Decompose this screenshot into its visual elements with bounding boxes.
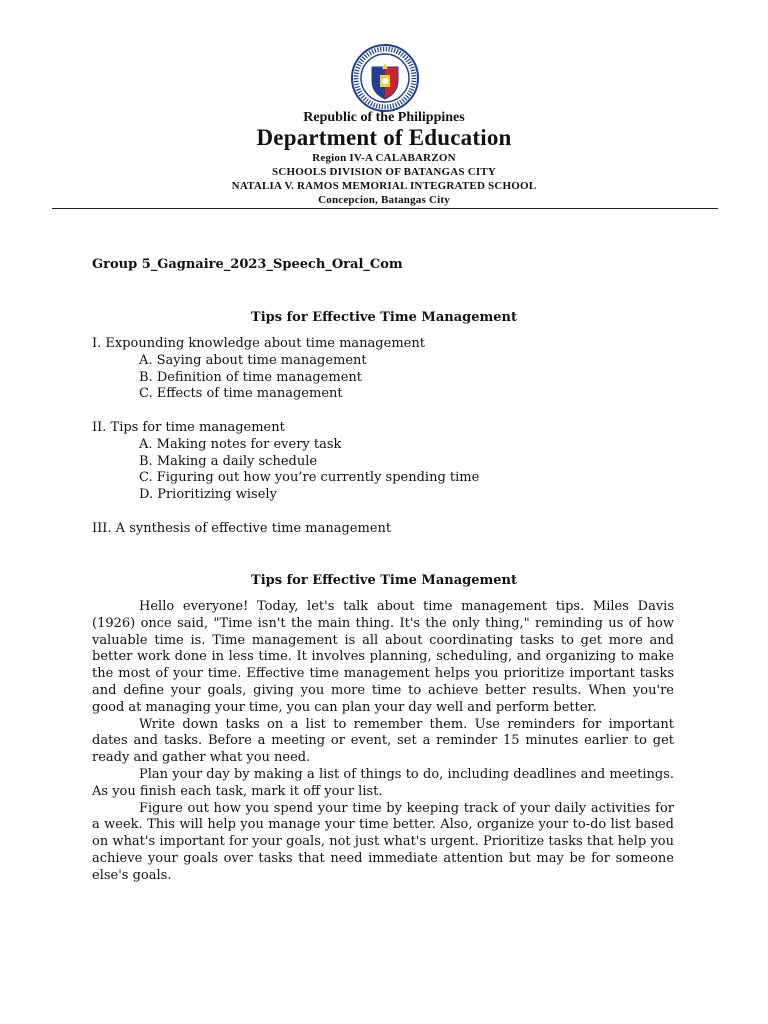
outline-item: A. Making notes for every task	[139, 436, 342, 452]
essay-paragraph: Hello everyone! Today, let's talk about time management tips. Miles Davis (1926) once said, "Time isn't the main thing. It's the only thing," reminding us of how valuable time is. Time management is all about coordinating tasks to get more and better work done in less time. It involves planning, scheduling, and organizing to make the most of your time. Effective time management helps you prioritize important tasks and define your goals, giving you more time to achieve better results. When you're good at managing your time, you can plan your day well and perform better.	[92, 599, 674, 715]
essay-body	[92, 599, 674, 885]
outline-title: Tips for Effective Time Management	[251, 310, 517, 325]
letterhead-division: SCHOOLS DIVISION OF BATANGAS CITY	[272, 166, 496, 178]
outline-section: III. A synthesis of effective time management	[92, 520, 392, 536]
outline-section: I. Expounding knowledge about time management	[92, 336, 425, 351]
letterhead-school: NATALIA V. RAMOS MEMORIAL INTEGRATED SCHOOL	[231, 180, 537, 192]
outline-item: C. Effects of time management	[139, 386, 343, 402]
letterhead-divider	[52, 208, 718, 209]
essay-paragraph: Write down tasks on a list to remember them. Use reminders for important dates and tasks. Before a meeting or event, set a reminder 15 minutes earlier to get ready and gather what you need.	[92, 716, 674, 766]
outline-item: B. Definition of time management	[139, 369, 362, 385]
essay-paragraph: Figure out how you spend your time by keeping track of your daily activities for a week. This will help you manage your time better. Also, organize your to-do list based on what's important for your goals, not just what's urgent. Prioritize tasks that help you achieve your goals over tasks that need immediate attention but may be for someone else's goals.	[92, 800, 674, 883]
letterhead-department: Department of Education	[256, 125, 512, 150]
outline-section: II. Tips for time management	[92, 419, 285, 435]
deped-seal-icon	[350, 43, 420, 113]
outline-item: B. Making a daily schedule	[139, 453, 318, 469]
outline-item: A. Saying about time management	[139, 352, 367, 368]
letterhead-location: Concepcion, Batangas City	[318, 194, 450, 206]
group-identifier: Group 5_Gagnaire_2023_Speech_Oral_Com	[92, 257, 403, 272]
letterhead-region: Region IV-A CALABARZON	[312, 152, 456, 164]
essay-title: Tips for Effective Time Management	[251, 573, 517, 588]
outline-item: D. Prioritizing wisely	[139, 487, 277, 503]
letterhead-republic: Republic of the Philippines	[303, 110, 465, 125]
outline-item: C. Figuring out how you’re currently spending time	[139, 470, 480, 486]
outline	[92, 336, 692, 538]
essay-paragraph: Plan your day by making a list of things to do, including deadlines and meetings. As you finish each task, mark it off your list.	[92, 766, 674, 799]
